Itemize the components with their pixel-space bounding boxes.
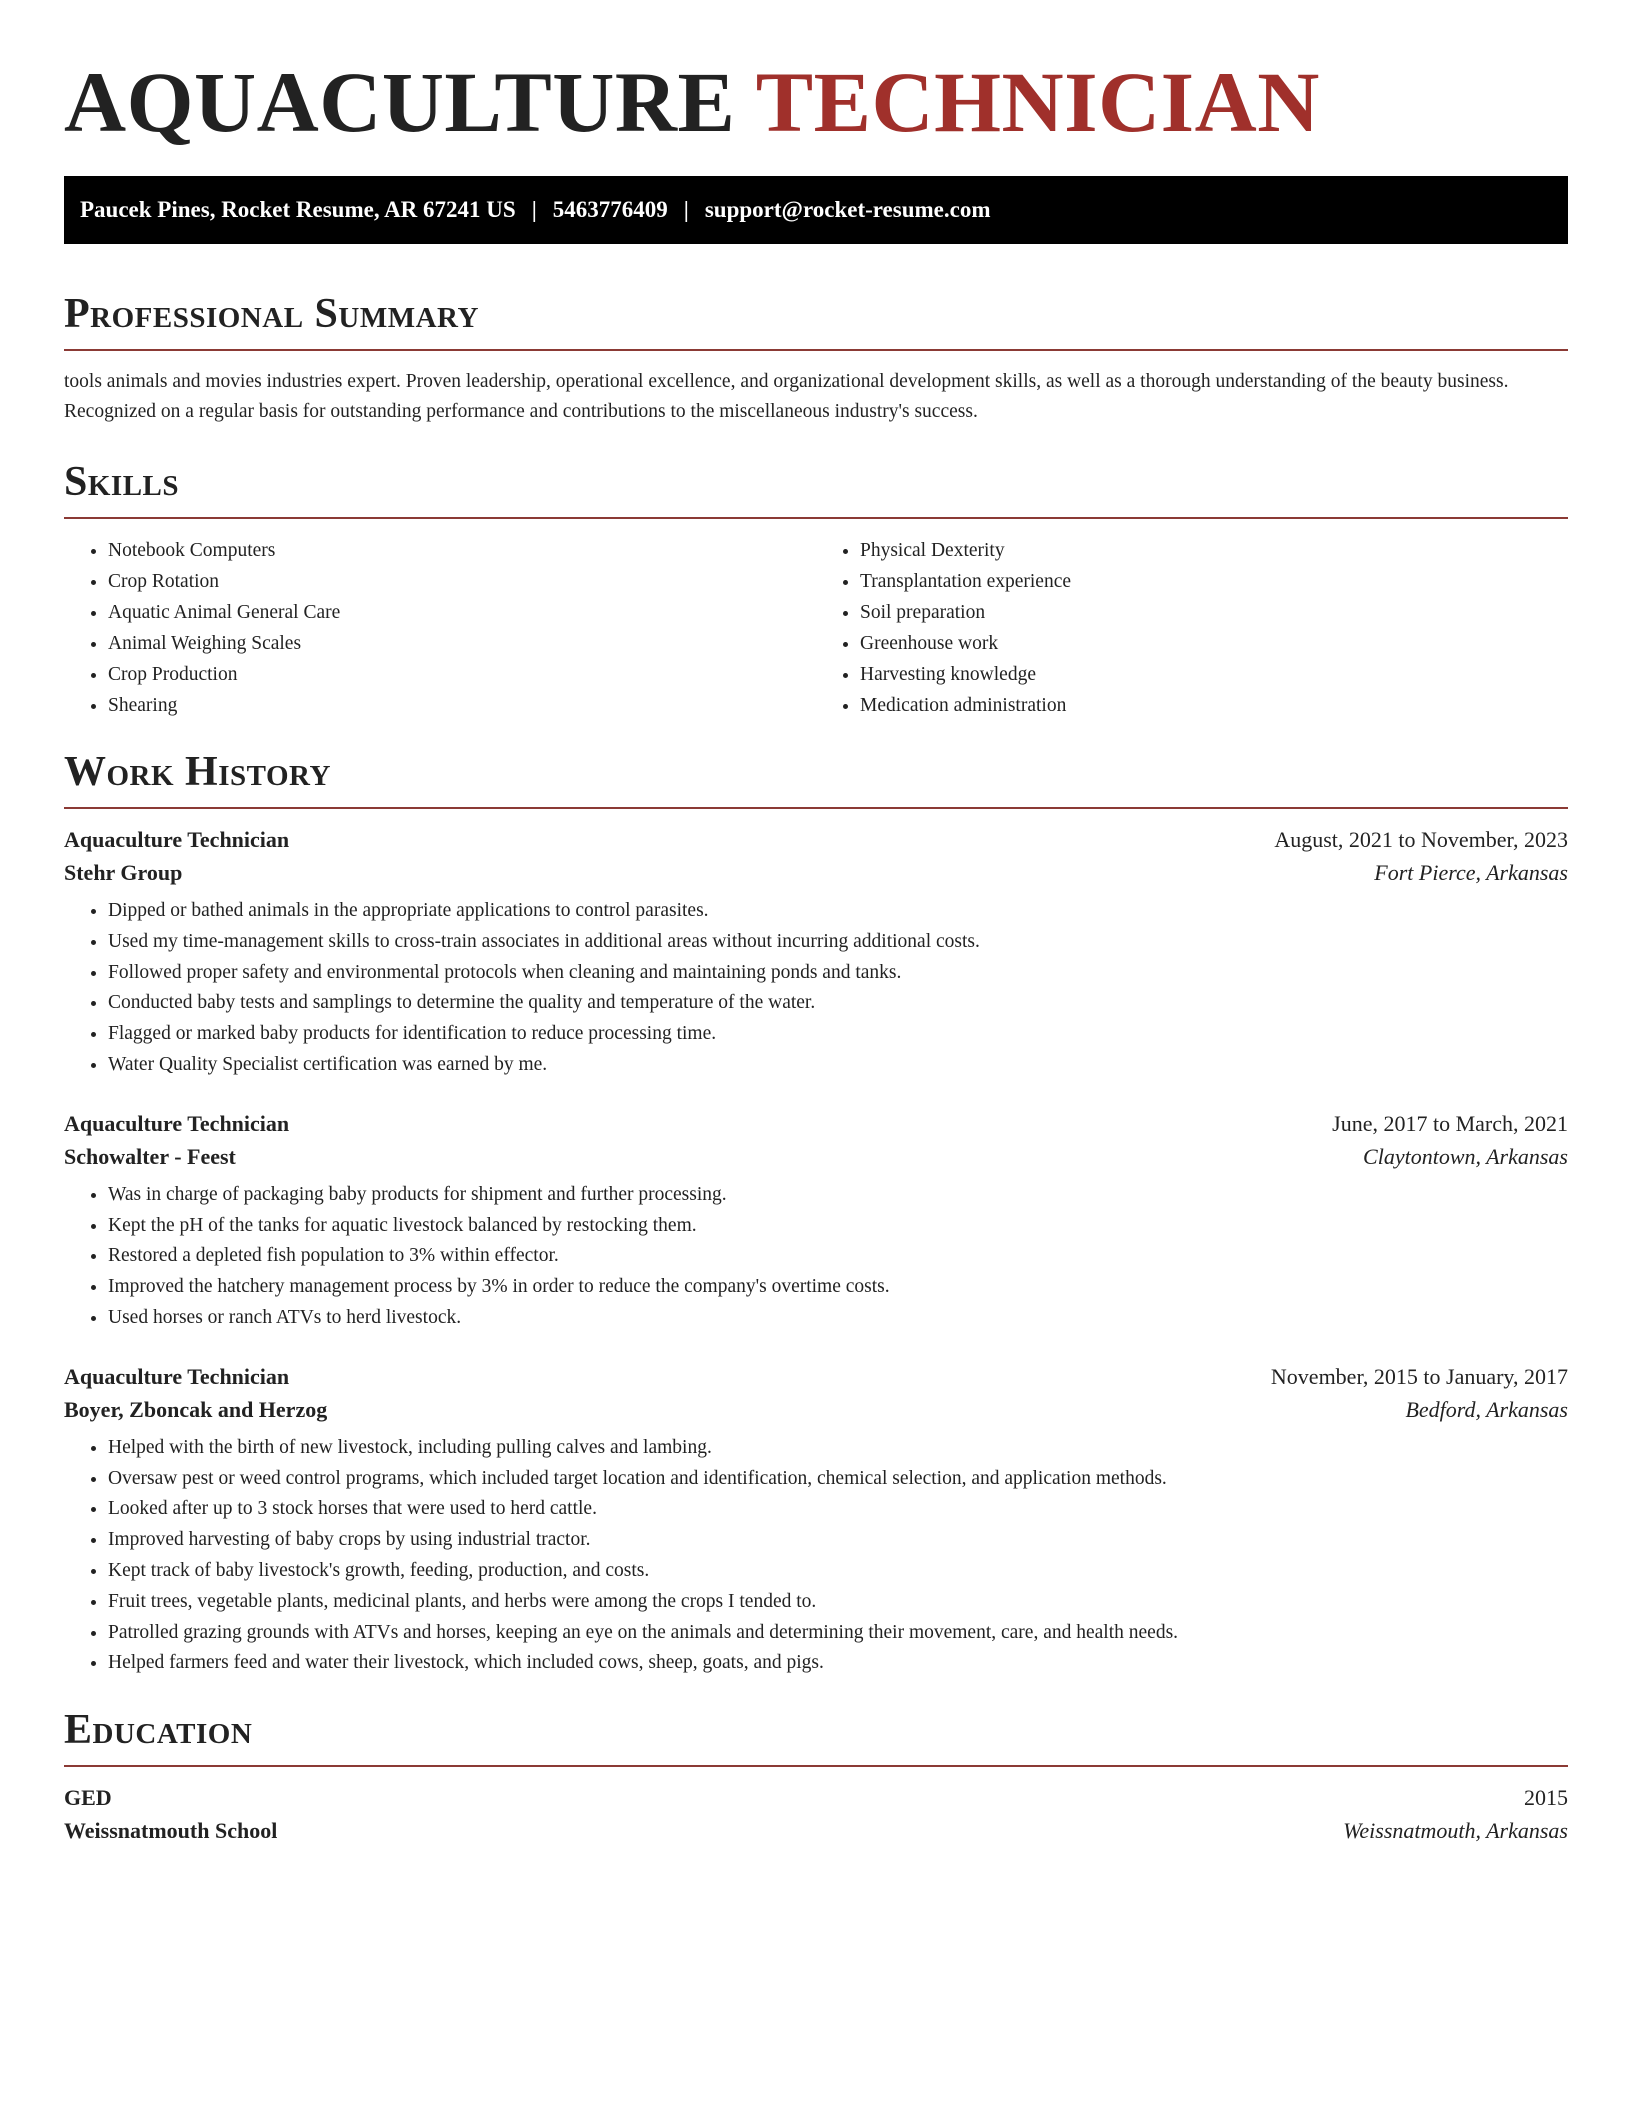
work-section bbox=[64, 747, 1568, 1679]
job-location: Claytontown, Arkansas bbox=[1363, 1143, 1568, 1169]
job-subheader-row bbox=[64, 1397, 1568, 1423]
job-company: Boyer, Zboncak and Herzog bbox=[64, 1396, 328, 1422]
job-bullet: • Improved the hatchery management process by 3% in order to reduce the company's overtime costs. bbox=[108, 1272, 1568, 1303]
job-bullet: • Restored a depleted fish population to 3% within effector. bbox=[108, 1241, 1568, 1272]
job-bullet: • Helped farmers feed and water their livestock, which included cows, sheep, goats, and pigs. bbox=[108, 1648, 1568, 1679]
contact-separator: | bbox=[531, 197, 537, 222]
job-entry bbox=[64, 1111, 1568, 1334]
skills-heading: Skills bbox=[64, 457, 1568, 519]
contact-email: support@rocket-resume.com bbox=[704, 197, 991, 222]
skill-item: • Physical Dexterity bbox=[860, 535, 1568, 566]
education-section bbox=[64, 1705, 1568, 1844]
skills-section bbox=[64, 457, 1568, 721]
summary-heading: Professional Summary bbox=[64, 289, 1568, 351]
job-bullet: • Water Quality Specialist certification was earned by me. bbox=[108, 1050, 1568, 1081]
education-school: Weissnatmouth School bbox=[64, 1818, 278, 1844]
education-location: Weissnatmouth, Arkansas bbox=[1343, 1818, 1568, 1844]
skills-list-right bbox=[816, 535, 1568, 721]
contact-bar bbox=[64, 176, 1568, 244]
work-heading: Work History bbox=[64, 747, 1568, 809]
job-dates: November, 2015 to January, 2017 bbox=[1270, 1363, 1568, 1389]
skill-item: • Crop Production bbox=[108, 659, 816, 690]
job-subheader-row bbox=[64, 1144, 1568, 1170]
skill-item: • Greenhouse work bbox=[860, 628, 1568, 659]
job-dates: August, 2021 to November, 2023 bbox=[1274, 827, 1568, 852]
job-header-row bbox=[64, 1111, 1568, 1137]
skills-columns bbox=[64, 535, 1568, 721]
job-bullet: • Dipped or bathed animals in the appropriate applications to control parasites. bbox=[108, 896, 1568, 927]
skill-item: • Shearing bbox=[108, 690, 816, 721]
skill-item: • Crop Rotation bbox=[108, 566, 816, 597]
job-bullet: • Conducted baby tests and samplings to determine the quality and temperature of the water. bbox=[108, 988, 1568, 1019]
education-degree: GED bbox=[64, 1785, 112, 1811]
job-title: Aquaculture Technician bbox=[64, 1363, 290, 1389]
job-company: Stehr Group bbox=[64, 860, 183, 885]
job-bullets bbox=[64, 1180, 1568, 1334]
job-bullet: • Was in charge of packaging baby products for shipment and further processing. bbox=[108, 1180, 1568, 1211]
job-bullet: • Looked after up to 3 stock horses that were used to herd cattle. bbox=[108, 1494, 1568, 1525]
skill-item: • Transplantation experience bbox=[860, 566, 1568, 597]
skill-item: • Notebook Computers bbox=[108, 535, 816, 566]
summary-text: tools animals and movies industries expert. Proven leadership, operational excellence, and organizational development skills, as well as a thorough understanding of the beauty business. Recognized on a regular basis for outstanding performance and contributions to the miscellaneous industry's success. bbox=[64, 371, 1509, 422]
education-year: 2015 bbox=[1524, 1785, 1568, 1811]
job-header-row bbox=[64, 1364, 1568, 1390]
contact-address: Paucek Pines, Rocket Resume, AR 67241 US bbox=[80, 197, 516, 222]
job-bullet: • Improved harvesting of baby crops by using industrial tractor. bbox=[108, 1525, 1568, 1556]
skill-item: • Soil preparation bbox=[860, 597, 1568, 628]
page-title bbox=[64, 0, 1568, 148]
job-bullet: • Followed proper safety and environmental protocols when cleaning and maintaining ponds and tanks. bbox=[108, 958, 1568, 989]
job-title: Aquaculture Technician bbox=[64, 827, 290, 852]
skill-item: • Harvesting knowledge bbox=[860, 659, 1568, 690]
job-location: Fort Pierce, Arkansas bbox=[1374, 860, 1568, 885]
job-bullet: • Fruit trees, vegetable plants, medicinal plants, and herbs were among the crops I tended to. bbox=[108, 1587, 1568, 1618]
job-bullet: • Kept track of baby livestock's growth, feeding, production, and costs. bbox=[108, 1556, 1568, 1587]
contact-separator: | bbox=[683, 197, 689, 222]
job-subheader-row bbox=[64, 860, 1568, 886]
job-bullet: • Kept the pH of the tanks for aquatic livestock balanced by restocking them. bbox=[108, 1211, 1568, 1242]
job-location: Bedford, Arkansas bbox=[1405, 1396, 1568, 1422]
skill-item: • Aquatic Animal General Care bbox=[108, 597, 816, 628]
job-bullet: • Patrolled grazing grounds with ATVs and horses, keeping an eye on the animals and determining their movement, care, and health needs. bbox=[108, 1618, 1568, 1649]
job-bullet: • Helped with the birth of new livestock, including pulling calves and lambing. bbox=[108, 1433, 1568, 1464]
education-heading: Education bbox=[64, 1705, 1568, 1767]
education-subheader-row bbox=[64, 1818, 1568, 1844]
job-bullets bbox=[64, 1433, 1568, 1679]
education-header-row bbox=[64, 1785, 1568, 1811]
job-entry bbox=[64, 1364, 1568, 1679]
job-dates: June, 2017 to March, 2021 bbox=[1332, 1110, 1568, 1136]
job-title: Aquaculture Technician bbox=[64, 1110, 290, 1136]
job-company: Schowalter - Feest bbox=[64, 1143, 236, 1169]
job-bullets bbox=[64, 896, 1568, 1081]
title-part-1: AQUACULTURE bbox=[64, 54, 736, 150]
job-bullet: • Oversaw pest or weed control programs, which included target location and identification, chemical selection, and application methods. bbox=[108, 1464, 1568, 1495]
skill-item: • Animal Weighing Scales bbox=[108, 628, 816, 659]
title-part-2: TECHNICIAN bbox=[755, 54, 1320, 150]
job-bullet: • Flagged or marked baby products for identification to reduce processing time. bbox=[108, 1019, 1568, 1050]
job-bullet: • Used my time-management skills to cross-train associates in additional areas without incurring additional costs. bbox=[108, 927, 1568, 958]
job-entry bbox=[64, 827, 1568, 1081]
summary-section bbox=[64, 289, 1568, 427]
contact-phone: 5463776409 bbox=[552, 197, 668, 222]
skill-item: • Medication administration bbox=[860, 690, 1568, 721]
skills-list-left bbox=[64, 535, 816, 721]
job-bullet: • Used horses or ranch ATVs to herd livestock. bbox=[108, 1303, 1568, 1334]
job-header-row bbox=[64, 827, 1568, 853]
